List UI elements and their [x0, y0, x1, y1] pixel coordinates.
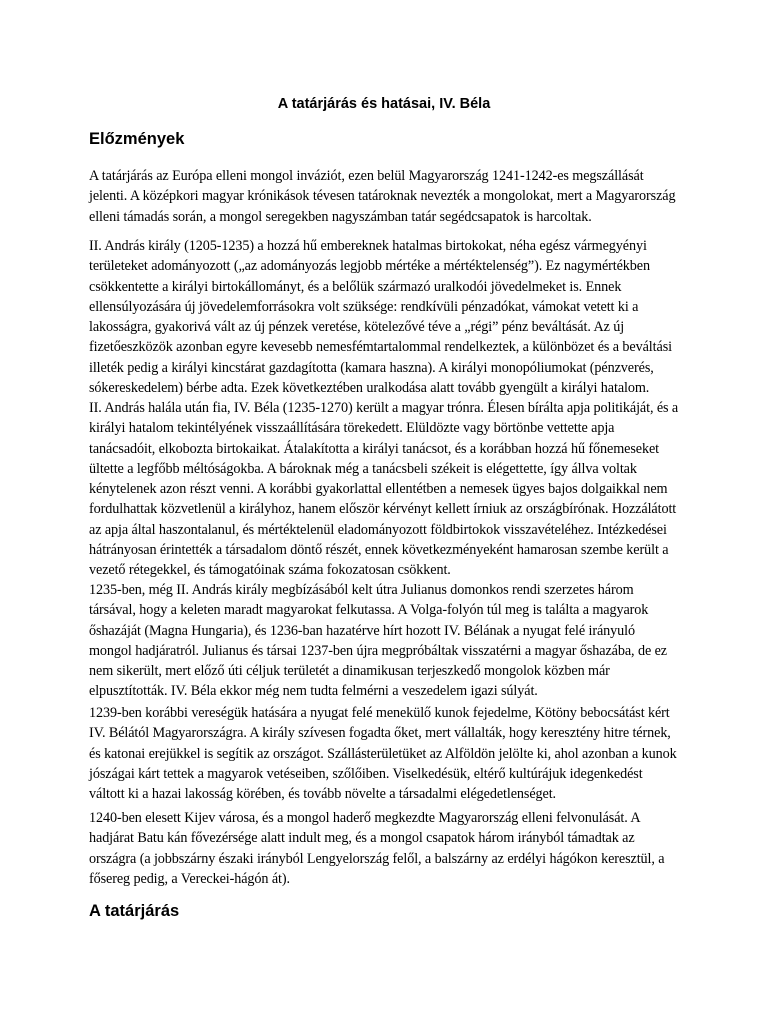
paragraph-5: 1239-ben korábbi vereségük hatására a nyugat felé menekülő kunok fejedelme, Kötöny bebocsátást kért IV. Bélától Magyarországra. A király szívesen fogadta őket, mert vállalták, hogy keresztény hitre térnek, és katonai erejükkel is segítik az országot. Szállásterületüket az Alföldön jelölte ki, ahol azonban a kunok jószágai kárt tettek a magyarok vetéseiben, szőlőiben. Viselkedésük, eltérő kultúrájuk idegenkedést váltott ki a hazai lakosság körében, és tovább növelte a társadalmi elégedetlenséget. — [89, 705, 677, 803]
paragraph-6: 1240-ben elesett Kijev városa, és a mongol haderő megkezdte Magyarország elleni felvonulását. A hadjárat Batu kán fővezérsége alatt indult meg, és a mongol csapatok három irányból támadtak az országra (a jobbszárny északi irányból Lengyelország felől, a balszárny az erdélyi hágókon keresztül, a fősereg pedig, a Vereckei-hágón át). — [89, 810, 665, 887]
section-heading-elozmenyek: Előzmények — [89, 130, 185, 148]
paragraph-4: 1235-ben, még II. András király megbízásából kelt útra Julianus domonkos rendi szerzetes három társával, hogy a keleten maradt magyarokat felkutassa. A Volga-folyón túl meg is találta a magyarok őshazáját (Magna Hungaria), és 1236-ban hazatérve hírt hozott IV. Bélának a nyugat felé irányuló mongol hadjáratról. Julianus és társai 1237-ben újra megpróbáltak visszatérni a magyar őshazába, de ez nem sikerült, mert előző úti céljuk területét a dinamikusan terjeszkedő mongolok közben már elpusztították. IV. Béla ekkor még nem tudta felmérni a veszedelem igazi súlyát. — [89, 582, 667, 700]
paragraph-1: A tatárjárás az Európa elleni mongol inváziót, ezen belül Magyarország 1241-1242-es megszállását jelenti. A középkori magyar krónikások tévesen tatároknak nevezték a mongolokat, mert a Magyarország elleni támadás során, a mongol seregekben nagyszámban tatár segédcsapatok is harcoltak. — [89, 168, 676, 225]
document-title: A tatárjárás és hatásai, IV. Béla — [277, 96, 491, 112]
paragraph-2: II. András király (1205-1235) a hozzá hű embereknek hatalmas birtokokat, néha egész vármegyényi területeket adományozott („az adományozás legjobb mértéke a mértéktelenség”). Ez nagymértékben csökkentette a királyi birtokállományt, és a belőlük származó uralkodói jövedelmeket is. Ennek ellensúlyozására új jövedelemforrásokra volt szüksége: rendkívüli pénzadókat, vámokat vetett ki a lakosságra, gyakorivá vált az új pénzek veretése, kötelezővé téve a „régi” pénz beváltását. Az új fizetőeszközök azonban egyre kevesebb nemesfémtartalommal rendelkeztek, a különbözet és a beváltási illeték pedig a királyi kincstárat gazdagította (kamara haszna). A királyi monopóliumokat (pénzverés, sókereskedelem) bérbe adta. Ezek következtében uralkodása alatt tovább gyengült a királyi hatalom. — [89, 238, 672, 397]
paragraph-3: II. András halála után fia, IV. Béla (1235-1270) került a magyar trónra. Élesen bírálta apja politikáját, és a királyi hatalom tekintélyének visszaállítására törekedett. Elüldözte vagy börtönbe vettette apja tanácsadóit, elkobozta birtokaikat. Átalakította a királyi tanácsot, és a korábban hozzá hű főnemeseket ültette a legfőbb méltóságokba. A bároknak még a tanácsbeli székeit is elégettette, így állva voltak kénytelenek azon részt venni. A korábbi gyakorlattal ellentétben a nemesek ügyes bajos dolgaikkal nem fordulhattak közvetlenül a királyhoz, hanem először kérvényt kellett írniuk az országbírónak. Hozzálátott az apja által haszontalanul, és mértéktelenül eladományozott földbirtokok visszavételéhez. Intézkedései hátrányosan érintették a társadalom döntő részét, ennek következményeként hamarosan szembe került a vezető rétegekkel, és támogatóinak száma fokozatosan csökkent. — [89, 400, 679, 579]
section-heading-tatarjaras: A tatárjárás — [89, 902, 180, 920]
